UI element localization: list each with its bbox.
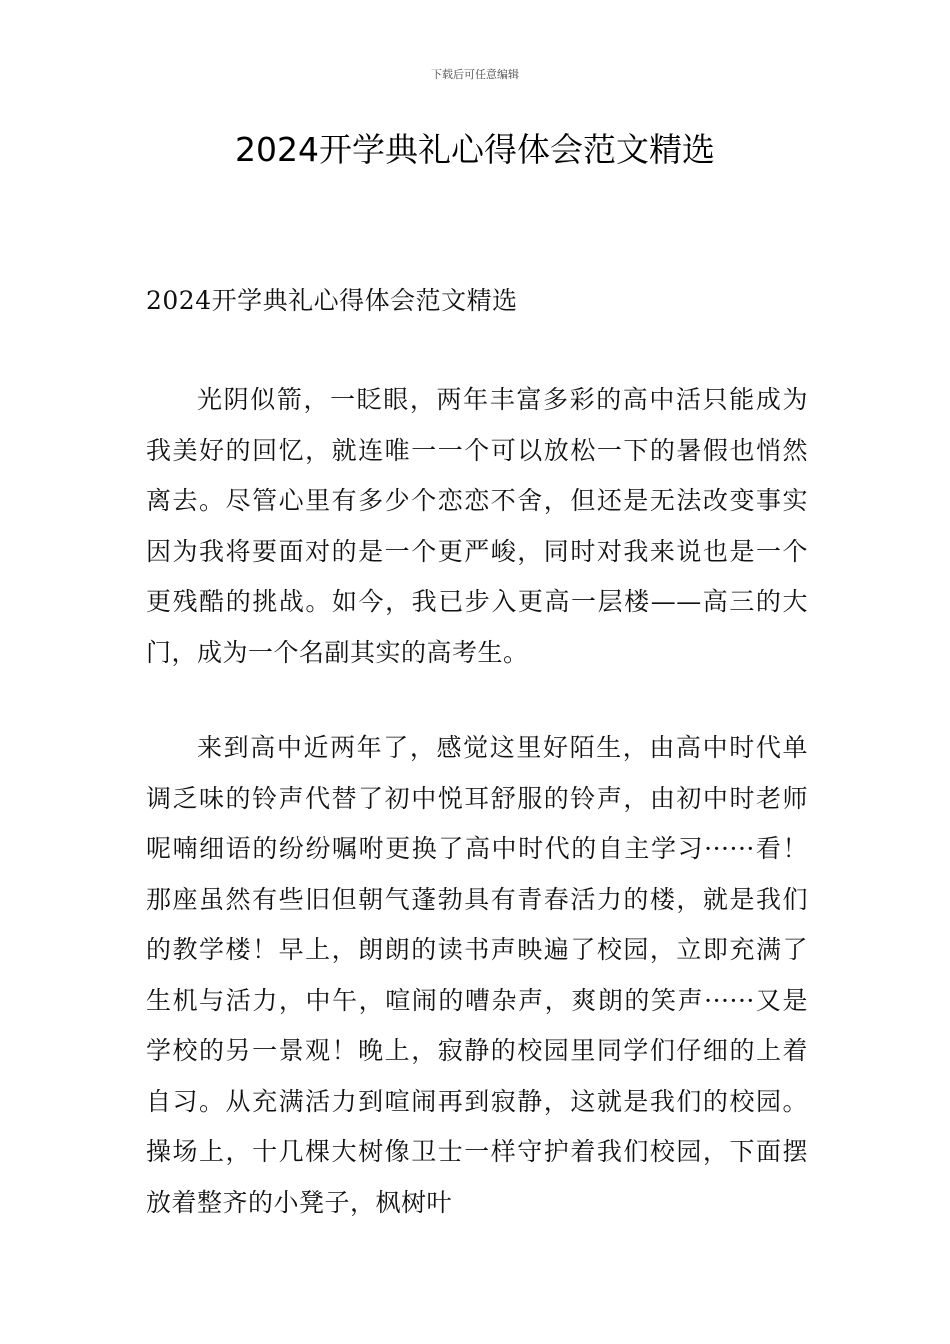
document-subtitle: 2024开学典礼心得体会范文精选 [146,286,518,315]
page-title: 2024开学典礼心得体会范文精选 [235,130,715,169]
header-note: 下载后可任意编辑 [431,68,519,81]
paragraph: 来到高中近两年了，感觉这里好陌生，由高中时代单调乏味的铃声代替了初中悦耳舒服的铃声，由初中时老师呢喃细语的纷纷嘱咐更换了高中时代的自主学习······看！那座虽然有些旧但朝气蓬勃具有青春活力的楼，就是我们的教学楼！早上，朗朗的读书声映遍了校园，立即充满了生机与活力，中午，喧闹的嘈杂声，爽朗的笑声······又是学校的另一景观！晚上，寂静的校园里同学们仔细的上着自习。从充满活力到喧闹再到寂静，这就是我们的校园。操场上，十几棵大树像卫士一样守护着我们校园，下面摆放着整齐的小凳子，枫树叶 [146,733,808,1217]
paragraph: 光阴似箭，一眨眼，两年丰富多彩的高中活只能成为我美好的回忆，就连唯一一个可以放松一下的暑假也悄然离去。尽管心里有多少个恋恋不舍，但还是无法改变事实因为我将要面对的是一个更严峻，同时对我来说也是一个更残酷的挑战。如今，我已步入更高一层楼——高三的大门，成为一个名副其实的高考生。 [146,385,808,667]
